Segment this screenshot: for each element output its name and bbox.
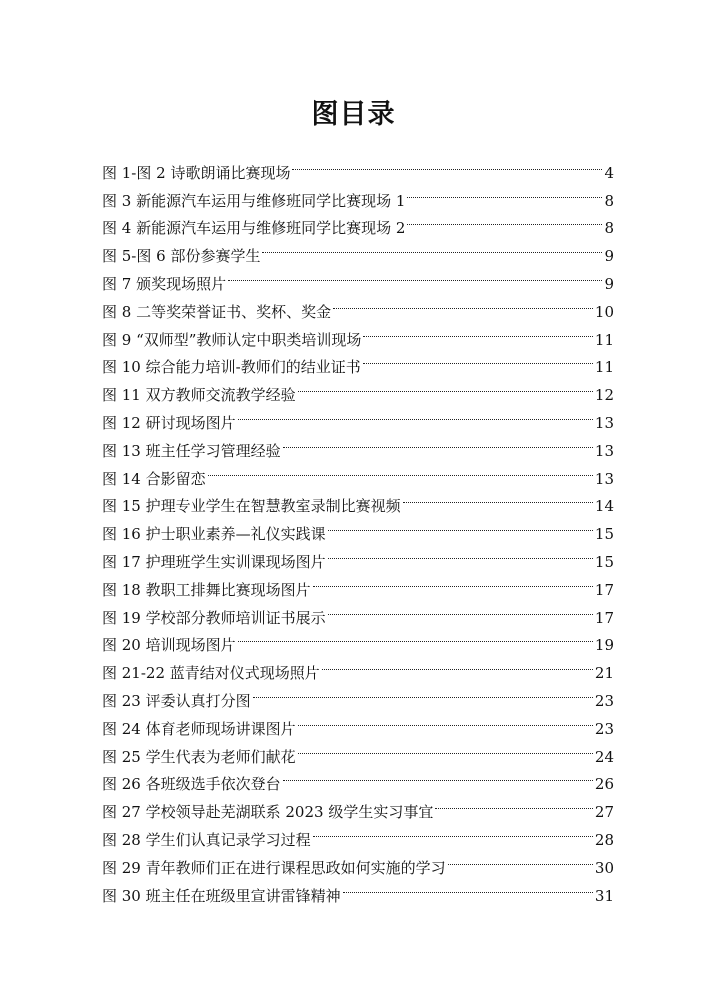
- toc-entry-page-number: 23: [594, 691, 614, 710]
- toc-dot-leader: [262, 233, 602, 261]
- toc-entry-page-number: 14: [594, 497, 614, 516]
- toc-entry-label: 图 16 护士职业素养—礼仪实践课: [102, 525, 326, 544]
- toc-entry-label: 图 17 护理班学生实训课现场图片: [102, 552, 326, 571]
- toc-entry-page-number: 19: [594, 636, 614, 655]
- toc-dot-leader: [208, 456, 593, 484]
- toc-dot-leader: [328, 511, 593, 539]
- toc-entry-page-number: 10: [594, 302, 614, 321]
- toc-entry-page-number: 28: [594, 830, 614, 849]
- toc-dot-leader: [322, 650, 593, 678]
- toc-entry-label: 图 27 学校领导赴芜湖联系 2023 级学生实习事宜: [102, 803, 434, 822]
- toc-entry-page-number: 21: [594, 664, 614, 683]
- toc-entry-page-number: 27: [594, 803, 614, 822]
- toc-entry-label: 图 11 双方教师交流教学经验: [102, 386, 296, 405]
- toc-entry-label: 图 25 学生代表为老师们献花: [102, 747, 296, 766]
- toc-entry-label: 图 15 护理专业学生在智慧教室录制比赛视频: [102, 497, 401, 516]
- toc-entry-label: 图 4 新能源汽车运用与维修班同学比赛现场 2: [102, 219, 406, 238]
- toc-entry-label: 图 13 班主任学习管理经验: [102, 441, 281, 460]
- toc-entry-label: 图 8 二等奖荣誉证书、奖杯、奖金: [102, 302, 332, 321]
- toc-dot-leader: [407, 178, 602, 206]
- toc-entry-page-number: 15: [594, 552, 614, 571]
- toc-dot-leader: [238, 400, 593, 428]
- toc-entry-label: 图 30 班主任在班级里宣讲雷锋精神: [102, 886, 341, 905]
- toc-entry-label: 图 9 “双师型”教师认定中职类培训现场: [102, 330, 362, 349]
- toc-dot-leader: [333, 289, 593, 317]
- toc-dot-leader: [403, 484, 593, 512]
- toc-entry-page-number: 30: [594, 858, 614, 877]
- toc-entry-label: 图 26 各班级选手依次登台: [102, 775, 281, 794]
- toc-entry-label: 图 10 综合能力培训-教师们的结业证书: [102, 358, 361, 377]
- toc-dot-leader: [253, 678, 593, 706]
- toc-entry-label: 图 29 青年教师们正在进行课程思政如何实施的学习: [102, 858, 446, 877]
- toc-entry-label: 图 19 学校部分教师培训证书展示: [102, 608, 326, 627]
- toc-entry-page-number: 17: [594, 580, 614, 599]
- toc-entry-page-number: 31: [594, 886, 614, 905]
- toc-dot-leader: [363, 345, 593, 373]
- toc-dot-leader: [343, 873, 593, 901]
- toc-entry-page-number: 4: [604, 163, 614, 182]
- toc-entry-page-number: 8: [604, 191, 614, 210]
- toc-entry-label: 图 18 教职工排舞比赛现场图片: [102, 580, 311, 599]
- toc-dot-leader: [407, 206, 602, 234]
- figure-list: [102, 150, 614, 905]
- toc-entry-page-number: 11: [594, 358, 614, 377]
- toc-entry-page-number: 11: [594, 330, 614, 349]
- toc-entry-label: 图 7 颁奖现场照片: [102, 274, 227, 293]
- toc-entry-page-number: 15: [594, 525, 614, 544]
- toc-entry[interactable]: [102, 150, 614, 182]
- toc-entry-label: 图 14 合影留恋: [102, 469, 206, 488]
- toc-dot-leader: [298, 372, 593, 400]
- toc-dot-leader: [328, 539, 593, 567]
- toc-dot-leader: [283, 762, 593, 790]
- toc-dot-leader: [298, 734, 593, 762]
- toc-dot-leader: [363, 317, 592, 345]
- toc-entry-label: 图 20 培训现场图片: [102, 636, 236, 655]
- toc-dot-leader: [435, 789, 593, 817]
- toc-dot-leader: [313, 567, 593, 595]
- toc-entry-page-number: 13: [594, 441, 614, 460]
- toc-entry-label: 图 12 研讨现场图片: [102, 413, 236, 432]
- toc-dot-leader: [313, 817, 593, 845]
- toc-entry-label: 图 1-图 2 诗歌朗诵比赛现场: [102, 163, 291, 182]
- toc-entry-label: 图 28 学生们认真记录学习过程: [102, 830, 311, 849]
- toc-dot-leader: [328, 595, 593, 623]
- toc-dot-leader: [238, 623, 593, 651]
- toc-entry-label: 图 5-图 6 部份参赛学生: [102, 247, 261, 266]
- toc-entry-page-number: 8: [604, 219, 614, 238]
- toc-entry-page-number: 9: [604, 274, 614, 293]
- toc-entry-page-number: 9: [604, 247, 614, 266]
- toc-entry-page-number: 12: [594, 386, 614, 405]
- toc-dot-leader: [228, 261, 602, 289]
- toc-entry-label: 图 24 体育老师现场讲课图片: [102, 719, 296, 738]
- toc-entry-page-number: 23: [594, 719, 614, 738]
- toc-dot-leader: [283, 428, 593, 456]
- toc-entry-page-number: 13: [594, 469, 614, 488]
- toc-dot-leader: [448, 845, 593, 873]
- toc-entry-page-number: 17: [594, 608, 614, 627]
- toc-entry-label: 图 3 新能源汽车运用与维修班同学比赛现场 1: [102, 191, 406, 210]
- toc-entry-page-number: 24: [594, 747, 614, 766]
- toc-dot-leader: [298, 706, 593, 734]
- toc-dot-leader: [292, 150, 602, 178]
- toc-entry-label: 图 21-22 蓝青结对仪式现场照片: [102, 664, 320, 683]
- toc-entry-page-number: 13: [594, 413, 614, 432]
- toc-entry-page-number: 26: [594, 775, 614, 794]
- toc-entry-label: 图 23 评委认真打分图: [102, 691, 251, 710]
- page-title: 图目录: [311, 99, 396, 130]
